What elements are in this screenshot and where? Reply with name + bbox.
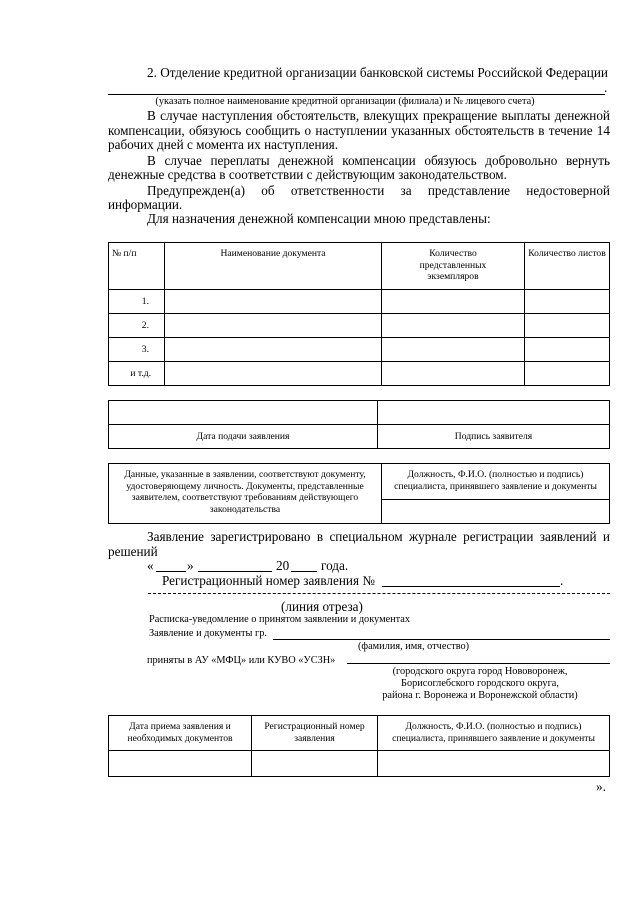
col-header-doc-name: Наименование документа [165, 243, 382, 290]
applicant-name-field[interactable] [273, 639, 610, 640]
paragraph-1-line-2: компенсации, обязуюсь сообщить о наступлении указанных обстоятельств в течение 14 [108, 123, 610, 138]
doc-name-cell[interactable] [165, 290, 382, 314]
copies-cell[interactable] [382, 338, 525, 362]
regnum-label: Регистрационный номер заявления № [162, 573, 375, 588]
receipt-table [108, 715, 610, 777]
cut-line-label: (линия отреза) [281, 599, 363, 614]
verification-table [108, 463, 610, 524]
row-number: и т.д. [109, 362, 165, 386]
sheets-cell[interactable] [525, 338, 610, 362]
receipt-title: Расписка-уведомление о принятом заявлении и документах [149, 614, 411, 625]
doc-name-cell[interactable] [165, 362, 382, 386]
doc-name-cell[interactable] [165, 338, 382, 362]
specialist-field[interactable] [382, 500, 610, 524]
row-number: 3. [109, 338, 165, 362]
doc-name-cell[interactable] [165, 314, 382, 338]
month-field[interactable] [198, 571, 272, 572]
district-line-2: Борисоглебского городского округа, [401, 678, 559, 689]
receipt-col-regnum: Регистрационный номер заявления [252, 716, 378, 751]
copies-cell[interactable] [382, 314, 525, 338]
date-label: Дата подачи заявления [109, 425, 378, 449]
registration-line-2: решений [108, 544, 158, 559]
regnum-field[interactable] [382, 586, 560, 587]
quote-close: » [187, 558, 194, 573]
row-number: 2. [109, 314, 165, 338]
receipt-col-specialist: Должность, Ф.И.О. (полностью и подпись) специалиста, принявшего заявление и документы [378, 716, 610, 751]
col-header-sheets: Количество листов [525, 243, 610, 290]
table-row [109, 362, 610, 386]
receipt-date-cell[interactable] [109, 751, 252, 777]
regnum-end: . [560, 573, 564, 588]
accepted-label: приняты в АУ «МФЦ» или КУВО «УСЗН» [147, 655, 336, 666]
registration-line-1: Заявление зарегистрировано в специальном журнале регистрации заявлений и [147, 529, 610, 544]
trail-dot: . [604, 80, 608, 95]
district-line-3: района г. Воронежа и Воронежской области) [382, 690, 578, 701]
receipt-specialist-cell[interactable] [378, 751, 610, 777]
receipt-regnum-cell[interactable] [252, 751, 378, 777]
receipt-col-date: Дата приема заявления и необходимых документов [109, 716, 252, 751]
accepting-org-field[interactable] [347, 663, 610, 664]
paragraph-3-line-2: информации. [108, 197, 183, 212]
paragraph-1-line-1: В случае наступления обстоятельств, влекущих прекращение выплаты денежной [147, 108, 610, 123]
quote-open: « [147, 558, 154, 573]
copies-cell[interactable] [382, 362, 525, 386]
paragraph-1-line-3: рабочих дней с момента их наступления. [108, 137, 338, 152]
closing-quote: ». [596, 779, 606, 794]
paragraph-2-line-2: денежные средства в соответствии с действующим законодательством. [108, 167, 507, 182]
cut-line [148, 593, 610, 594]
year-field[interactable] [291, 571, 317, 572]
bank-name-hint: (указать полное наименование кредитной организации (филиала) и № лицевого счета) [155, 96, 535, 107]
specialist-label: Должность, Ф.И.О. (полностью и подпись) специалиста, принявшего заявление и документы [382, 464, 610, 500]
section-heading: 2. Отделение кредитной организации банковской системы Российской Федерации [147, 65, 608, 80]
table-header-row [109, 243, 610, 290]
signature-field[interactable] [378, 401, 610, 425]
fio-hint: (фамилия, имя, отчество) [358, 641, 470, 652]
year-prefix: 20 [276, 558, 290, 573]
table-row [109, 338, 610, 362]
paragraph-4: Для назначения денежной компенсации мною представлены: [147, 211, 491, 226]
district-line-1: (городского округа город Нововоронеж, [392, 666, 568, 677]
table-row [109, 314, 610, 338]
sheets-cell[interactable] [525, 290, 610, 314]
paragraph-3-line-1: Предупрежден(а) об ответственности за представление недостоверной [147, 183, 610, 198]
bank-name-line[interactable] [108, 94, 605, 95]
documents-table [108, 242, 610, 386]
table-row [109, 290, 610, 314]
receipt-from-label: Заявление и документы гр. [149, 628, 267, 639]
row-number: 1. [109, 290, 165, 314]
verification-text: Данные, указанные в заявлении, соответствуют документу, удостоверяющему личность. Документы, представленные заявителем, соответствуют требованиям действующего законодательства [109, 464, 382, 524]
col-header-copies: Количество представленных экземпляров [382, 243, 525, 290]
day-field[interactable] [156, 571, 186, 572]
year-suffix: года. [321, 558, 349, 573]
signature-label: Подпись заявителя [378, 425, 610, 449]
sheets-cell[interactable] [525, 314, 610, 338]
col-header-number: № п/п [109, 243, 165, 290]
date-signature-table [108, 400, 610, 449]
paragraph-2-line-1: В случае переплаты денежной компенсации обязуюсь добровольно вернуть [147, 153, 610, 168]
sheets-cell[interactable] [525, 362, 610, 386]
copies-cell[interactable] [382, 290, 525, 314]
date-field[interactable] [109, 401, 378, 425]
